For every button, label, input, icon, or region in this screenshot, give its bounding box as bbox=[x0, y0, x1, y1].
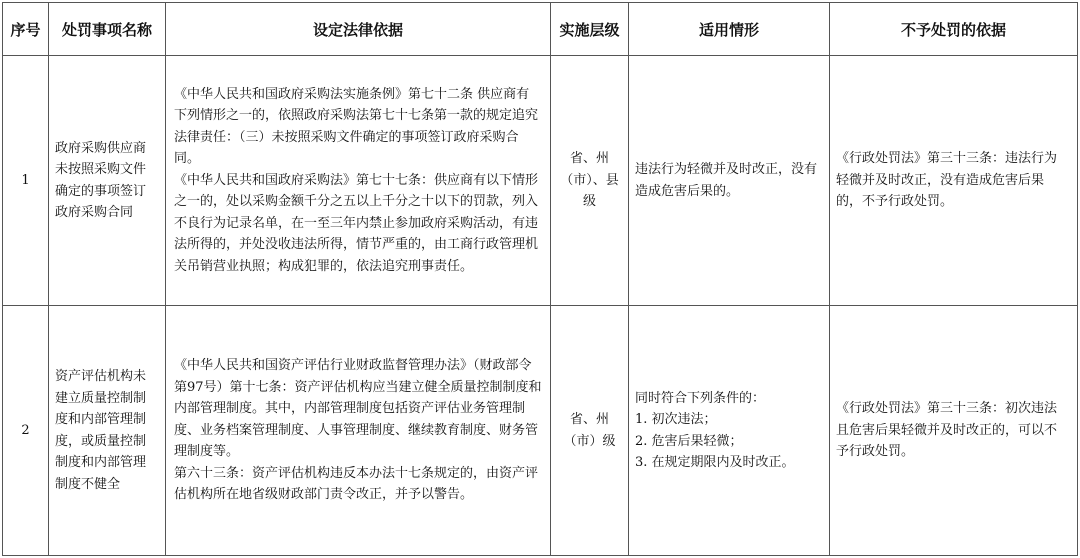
table-row bbox=[3, 306, 1078, 556]
row-applicable-case bbox=[629, 306, 830, 556]
case-condition-item: 3. 在规定期限内及时改正。 bbox=[635, 455, 795, 470]
row-index: 1 bbox=[3, 56, 49, 306]
row-exemption-basis: 《行政处罚法》第三十三条：初次违法且危害后果轻微并及时改正的，可以不予行政处罚。 bbox=[830, 306, 1078, 556]
header-legal-basis: 设定法律依据 bbox=[166, 3, 551, 56]
table-header-row bbox=[3, 3, 1078, 56]
legal-basis-paragraph: 第六十三条：资产评估机构违反本办法十七条规定的，由资产评估机构所在地省级财政部门责令改正，并予以警告。 bbox=[174, 465, 539, 503]
case-condition-list bbox=[635, 409, 821, 474]
case-condition-item: 1. 初次违法； bbox=[635, 412, 717, 427]
table-row bbox=[3, 56, 1078, 306]
legal-basis-paragraph: 《中华人民共和国政府采购法》第七十七条：供应商有以下情形之一的，处以采购金额千分之五以上千分之十以下的罚款，列入不良行为记录名单，在一至三年内禁止参加政府采购活动，有违法所得的，并处没收违法所得，情节严重的，由工商行政管理机关吊销营业执照；构成犯罪的，依法追究刑事责任。 bbox=[174, 172, 539, 274]
row-item-name: 资产评估机构未建立质量控制制度和内部管理制度，或质量控制制度和内部管理制度不健全 bbox=[49, 306, 166, 556]
row-applicable-case: 违法行为轻微并及时改正，没有造成危害后果的。 bbox=[629, 56, 830, 306]
header-exemption-basis: 不予处罚的依据 bbox=[830, 3, 1078, 56]
legal-basis-paragraph: 《中华人民共和国资产评估行业财政监督管理办法》（财政部令第97号）第十七条：资产评估机构应当建立健全质量控制制度和内部管理制度。其中，内部管理制度包括资产评估业务管理制度、业务档案管理制度、人事管理制度、继续教育制度、财务管理制度等。 bbox=[174, 358, 542, 460]
row-item-name: 政府采购供应商未按照采购文件确定的事项签订政府采购合同 bbox=[49, 56, 166, 306]
case-intro: 同时符合下列条件的： bbox=[635, 390, 766, 406]
row-legal-basis bbox=[166, 306, 551, 556]
row-exemption-basis: 《行政处罚法》第三十三条：违法行为轻微并及时改正，没有造成危害后果的，不予行政处罚。 bbox=[830, 56, 1078, 306]
header-item-name: 处罚事项名称 bbox=[49, 3, 166, 56]
penalty-table bbox=[2, 2, 1078, 556]
header-index: 序号 bbox=[3, 3, 49, 56]
row-level: 省、州（市）级 bbox=[551, 306, 629, 556]
row-legal-basis bbox=[166, 56, 551, 306]
case-condition-item: 2. 危害后果轻微； bbox=[635, 433, 743, 449]
row-index: 2 bbox=[3, 306, 49, 556]
row-level: 省、州（市）、县级 bbox=[551, 56, 629, 306]
legal-basis-paragraph: 《中华人民共和国政府采购法实施条例》第七十二条 供应商有下列情形之一的，依照政府采购法第七十七条第一款的规定追究法律责任：（三）未按照采购文件确定的事项签订政府采购合同。 bbox=[174, 86, 539, 167]
header-applicable-case: 适用情形 bbox=[629, 3, 830, 56]
header-level: 实施层级 bbox=[551, 3, 629, 56]
